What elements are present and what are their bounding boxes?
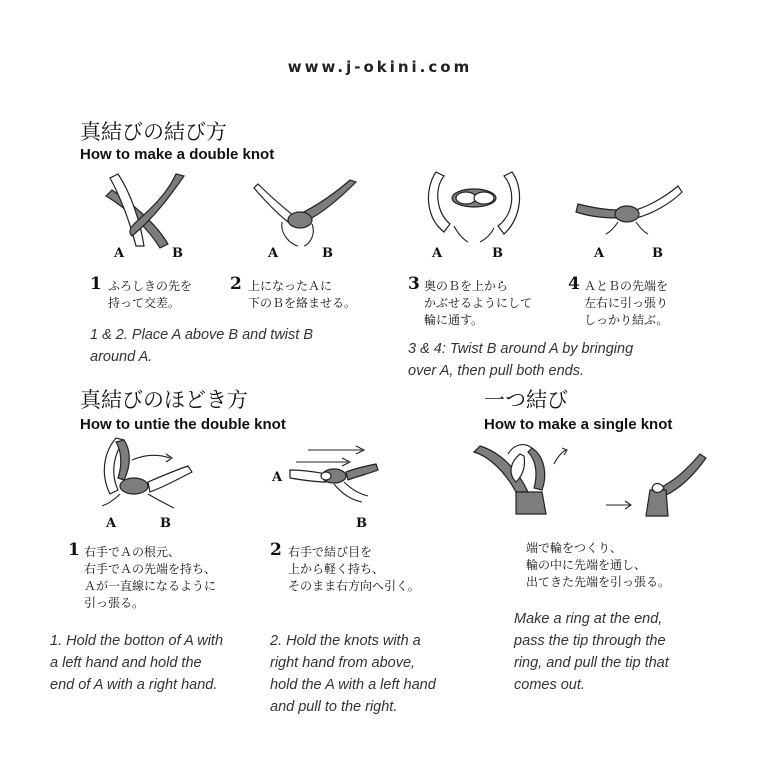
untie-step1-label-b: B [160,516,171,531]
untie-title-en: How to untie the double knot [80,416,286,433]
untie-step1-illustration [96,438,196,510]
double-knot-title-en: How to make a double knot [80,146,275,163]
double-knot-step1-text: ふろしきの先を 持って交差。 [108,279,193,310]
double-knot-step3-number: 3 [408,274,420,294]
double-knot-step1-label-b: B [172,246,183,261]
double-knot-step4-number: 4 [568,274,580,294]
double-knot-note-3-4: 3 & 4: Twist B around A by bringing over A, then pull both ends. [408,341,634,379]
double-knot-step3-label-a: A [432,246,443,261]
untie-step2-label-a: A [272,470,283,485]
double-knot-step3-text: 奥のＢを上から かぶせるようにして 輪に通す。 [424,279,533,327]
untie-title-jp: 真結びのほどき方 [80,388,248,412]
untie-step1-text: 右手でＡの根元、 右手でＡの先端を持ち、 Ａが一直線になるように 引っ張る。 [84,545,217,610]
double-knot-step2-text: 上になったＡに 下のＢを絡ませる。 [248,279,357,310]
untie-step2-illustration [286,436,386,514]
single-knot-title-en: How to make a single knot [484,416,673,433]
untie-step2-text: 右手で結び目を 上から軽く持ち、 そのまま右方向へ引く。 [288,545,420,593]
single-knot-arrow-icon [604,500,634,510]
single-knot-text-jp: 端で輪をつくり、 輪の中に先端を通し、 出てきた先端を引っ張る。 [526,541,671,589]
single-knot-title-jp: 一つ結び [484,388,568,412]
untie-step1-label-a: A [106,516,117,531]
double-knot-note-1-2: 1 & 2. Place A above B and twist B around A. [90,327,313,365]
double-knot-step2-label-b: B [322,246,333,261]
double-knot-step2-label-a: A [268,246,279,261]
untie-step2-label-b: B [356,516,367,531]
untie-step2-en: 2. Hold the knots with a right hand from above, hold the A with a left hand and pull to the right. [270,633,436,715]
double-knot-step3-label-b: B [492,246,503,261]
untie-step2-number: 2 [270,540,282,560]
double-knot-title-jp: 真結びの結び方 [80,120,227,144]
site-url: www.j-okini.com [287,58,473,76]
double-knot-step4-text: ＡとＢの先端を 左右に引っ張り しっかり結ぶ。 [584,279,669,327]
single-knot-step1-illustration [470,442,570,516]
double-knot-step1-illustration [100,172,210,252]
double-knot-step2-number: 2 [230,274,242,294]
double-knot-step4-label-b: B [652,246,663,261]
double-knot-step1-label-a: A [114,246,125,261]
double-knot-step4-label-a: A [594,246,605,261]
double-knot-step1-number: 1 [90,274,102,294]
untie-step1-en: 1. Hold the botton of A with a left hand and hold the end of A with a right hand. [50,633,224,693]
single-knot-text-en: Make a ring at the end, pass the tip through the ring, and pull the tip that comes out. [514,611,669,693]
double-knot-step4-illustration [574,184,684,234]
double-knot-step3-illustration [424,168,524,242]
double-knot-step2-illustration [250,178,360,248]
single-knot-step2-illustration [640,450,710,518]
untie-step1-number: 1 [68,540,80,560]
